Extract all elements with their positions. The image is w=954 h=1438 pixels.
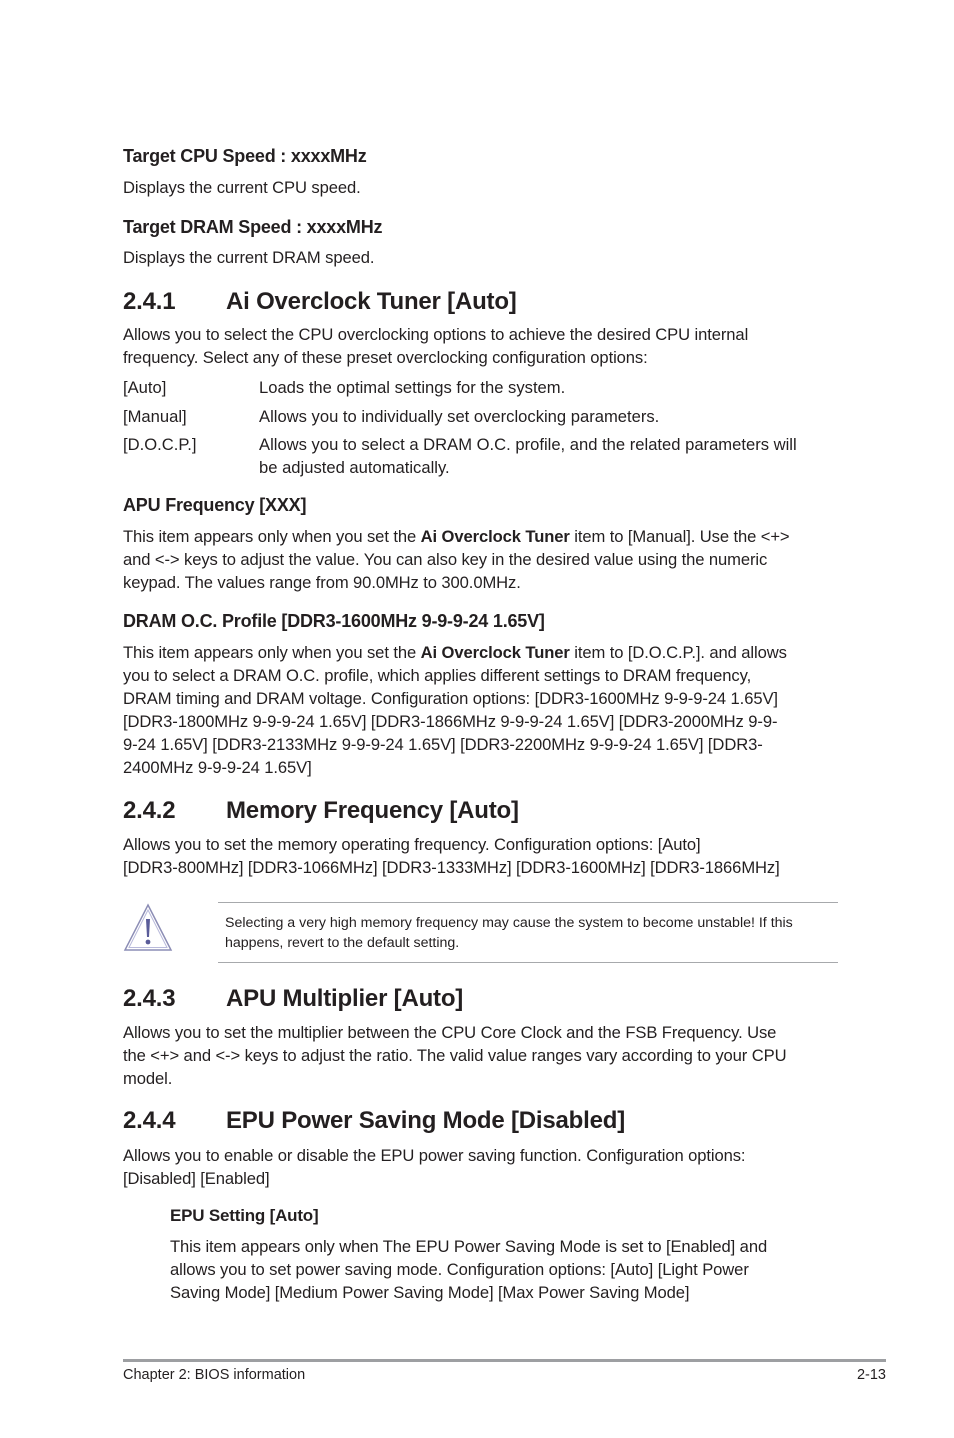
paragraph-line: [DDR3-1800MHz 9-9-9-24 1.65V] [DDR3-1866MHz 9-9-9-24 1.65V] [DDR3-2000MHz 9-9- [123,712,778,731]
paragraph-line [123,525,790,548]
paragraph-line: Allows you to set the multiplier between the CPU Core Clock and the FSB Frequency. Use [123,1023,777,1042]
paragraph-line: Allows you to select the CPU overclocking options to achieve the desired CPU internal [123,325,749,344]
text-run: This item appears only when you set the [123,527,421,546]
target-cpu-speed-desc: Displays the current CPU speed. [123,178,361,197]
note-bottom-rule [218,962,838,963]
paragraph-line: DRAM timing and DRAM voltage. Configuration options: [DDR3-1600MHz 9-9-9-24 1.65V] [123,689,778,708]
paragraph-line: keypad. The values range from 90.0MHz to 300.0MHz. [123,573,521,592]
paragraph-line: 9-24 1.65V] [DDR3-2133MHz 9-9-9-24 1.65V] [DDR3-2200MHz 9-9-9-24 1.65V] [DDR3- [123,735,763,754]
target-dram-speed-desc: Displays the current DRAM speed. [123,248,375,267]
apu-frequency-heading: APU Frequency [XXX] [123,495,307,515]
section-2-4-4-heading [123,1107,625,1135]
section-2-4-1-heading [123,288,517,316]
paragraph-line: Allows you to set the memory operating frequency. Configuration options: [Auto] [123,835,701,854]
warning-note-line: Selecting a very high memory frequency may cause the system to become unstable! If this [225,915,793,931]
paragraph-line: allows you to set power saving mode. Configuration options: [Auto] [Light Power [170,1260,749,1279]
section-title: APU Multiplier [Auto] [226,985,464,1012]
warning-icon [123,902,179,954]
paragraph-line: 2400MHz 9-9-9-24 1.65V] [123,758,312,777]
section-title: Memory Frequency [Auto] [226,797,519,824]
paragraph-line: and <-> keys to adjust the value. You can also key in the desired value using the numeric [123,550,768,569]
section-2-4-2-heading [123,797,519,825]
section-number: 2.4.1 [123,288,176,315]
option-desc: be adjusted automatically. [259,458,450,477]
bold-term: Ai Overclock Tuner [420,527,570,546]
text-run: item to [D.O.C.P.]. and allows [569,643,787,662]
option-desc: Allows you to select a DRAM O.C. profile, and the related parameters will [259,435,797,454]
section-number: 2.4.2 [123,797,176,824]
option-desc: Loads the optimal settings for the system. [259,378,566,397]
dram-oc-profile-heading: DRAM O.C. Profile [DDR3-1600MHz 9-9-9-24 1.65V] [123,611,545,631]
paragraph-line [123,641,787,664]
paragraph-line: Allows you to enable or disable the EPU power saving function. Configuration options: [123,1146,746,1165]
paragraph-line: frequency. Select any of these preset overclocking configuration options: [123,348,648,367]
option-desc: Allows you to individually set overclocking parameters. [259,407,660,426]
section-title: Ai Overclock Tuner [Auto] [226,288,517,315]
target-dram-speed-heading: Target DRAM Speed : xxxxMHz [123,217,383,237]
warning-note-line: happens, revert to the default setting. [225,935,460,951]
option-key: [Manual] [123,407,187,426]
bold-term: Ai Overclock Tuner [420,643,570,662]
section-number: 2.4.3 [123,985,176,1012]
option-key: [Auto] [123,378,167,397]
footer-page-number: 2-13 [856,1367,886,1383]
target-cpu-speed-heading: Target CPU Speed : xxxxMHz [123,146,367,166]
footer-chapter-label: Chapter 2: BIOS information [123,1367,306,1383]
footer-rule [123,1359,886,1362]
paragraph-line: [DDR3-800MHz] [DDR3-1066MHz] [DDR3-1333MHz] [DDR3-1600MHz] [DDR3-1866MHz] [123,858,780,877]
option-key: [D.O.C.P.] [123,435,197,454]
paragraph-line: Saving Mode] [Medium Power Saving Mode] [Max Power Saving Mode] [170,1283,690,1302]
section-2-4-3-heading [123,985,463,1013]
paragraph-line: [Disabled] [Enabled] [123,1169,270,1188]
paragraph-line: This item appears only when The EPU Power Saving Mode is set to [Enabled] and [170,1237,768,1256]
section-title: EPU Power Saving Mode [Disabled] [226,1107,626,1134]
text-run: This item appears only when you set the [123,643,421,662]
section-number: 2.4.4 [123,1107,176,1134]
paragraph-line: you to select a DRAM O.C. profile, which applies different settings to DRAM frequency, [123,666,752,685]
paragraph-line: model. [123,1069,173,1088]
text-run: item to [Manual]. Use the <+> [569,527,790,546]
epu-setting-heading: EPU Setting [Auto] [170,1206,319,1225]
paragraph-line: the <+> and <-> keys to adjust the ratio. The valid value ranges vary according to your CPU [123,1046,787,1065]
note-top-rule [218,902,838,903]
